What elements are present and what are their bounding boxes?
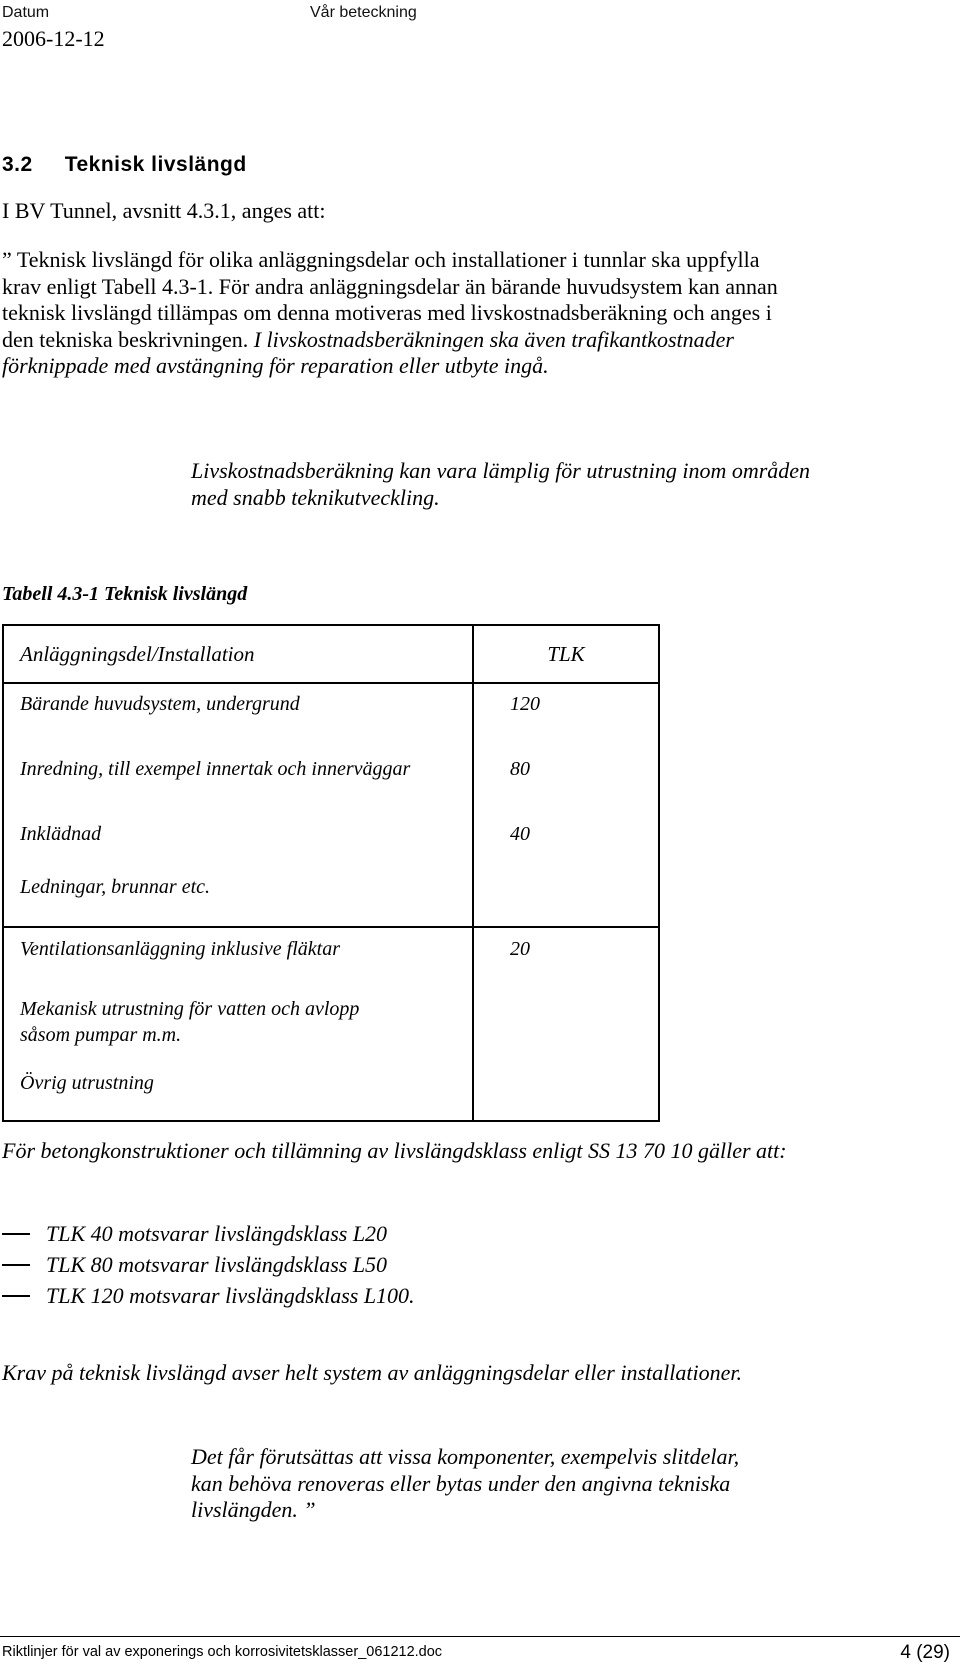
table-row (3, 683, 659, 749)
section-title: Teknisk livslängd (64, 153, 247, 176)
tlk-class-list (0, 1218, 800, 1311)
list-item (0, 1249, 800, 1280)
table-cell-part: Ventilationsanläggning inklusive fläktar (3, 927, 473, 988)
table-row (3, 749, 659, 814)
table-cell-part: Ledningar, brunnar etc. (3, 873, 473, 927)
date-label: Datum (2, 4, 50, 21)
list-item (0, 1280, 800, 1311)
table-header-tlk: TLK (473, 625, 659, 683)
table-cell-tlk (473, 988, 659, 1066)
table-row (3, 873, 659, 927)
quote-lead-text: ” Teknisk livslängd för olika anläggningsdelar och installationer i tunnlar ska uppfylla krav enligt Tabell 4.3-1. För andra anläggningsdelar än bärande huvudsystem kan annan teknisk livslängd tillämpas om denna motiveras med livskostnadsberäkning och anges i den tekniska beskrivningen. (2, 247, 778, 352)
section-number: 3.2 (2, 153, 33, 176)
list-item-text: TLK 80 motsvarar livslängdsklass L50 (46, 1252, 388, 1277)
quote-paragraph (2, 247, 802, 380)
table-header-part: Anläggningsdel/Installation (3, 625, 473, 683)
table-row (3, 927, 659, 988)
dash-bullet-icon (2, 1264, 30, 1266)
table-cell-tlk: 20 (473, 927, 659, 988)
table-cell-tlk (473, 873, 659, 927)
intro-text: I BV Tunnel, avsnitt 4.3.1, anges att: (2, 198, 326, 223)
table-row (3, 1066, 659, 1121)
table-cell-part: Inklädnad (3, 814, 473, 873)
footer-filename: Riktlinjer för val av exponerings och korrosivitetsklasser_061212.doc (2, 1644, 443, 1660)
quote-italic-text: I livskostnadsberäkningen ska även trafikantkostnader förknippade med avstängning för reparation eller utbyte ingå. (2, 326, 734, 378)
list-item-text: TLK 120 motsvarar livslängdsklass L100. (46, 1283, 415, 1308)
list-item (0, 1218, 800, 1249)
section-heading (2, 153, 247, 177)
table-cell-tlk (473, 1066, 659, 1121)
tlk-table (2, 624, 660, 1122)
requirement-paragraph: Krav på teknisk livslängd avser helt system av anläggningsdelar eller installationer. (2, 1360, 742, 1385)
table-cell-tlk: 80 (473, 749, 659, 814)
footer-page-number: 4 (29) (900, 1642, 950, 1663)
table-cell-part: Övrig utrustning (3, 1066, 473, 1121)
dash-bullet-icon (2, 1233, 30, 1235)
list-item-text: TLK 40 motsvarar livslängdsklass L20 (46, 1221, 388, 1246)
table-cell-tlk: 40 (473, 814, 659, 873)
table-cell-part: Bärande huvudsystem, undergrund (3, 683, 473, 749)
table-cell-tlk: 120 (473, 683, 659, 749)
table-caption: Tabell 4.3-1 Teknisk livslängd (2, 583, 248, 605)
table-cell-part: Inredning, till exempel innertak och innerväggar (3, 749, 473, 814)
date-value: 2006-12-12 (2, 26, 105, 51)
table-header-row (3, 625, 659, 683)
table-row (3, 988, 659, 1066)
reference-label: Vår beteckning (310, 4, 417, 21)
dash-bullet-icon (2, 1295, 30, 1297)
footer-divider (0, 1636, 960, 1637)
table-row (3, 814, 659, 873)
closing-paragraph: Det får förutsättas att vissa komponenter, exempelvis slitdelar, kan behöva renoveras eller bytas under den angivna tekniska livslängden. ” (191, 1444, 740, 1522)
indented-note: Livskostnadsberäkning kan vara lämplig för utrustning inom områden med snabb teknikutveckling. (191, 458, 811, 510)
concrete-paragraph: För betongkonstruktioner och tillämning av livslängdsklass enligt SS 13 70 10 gäller att: (2, 1138, 787, 1163)
table-cell-part: Mekanisk utrustning för vatten och avlopp såsom pumpar m.m. (3, 988, 473, 1066)
